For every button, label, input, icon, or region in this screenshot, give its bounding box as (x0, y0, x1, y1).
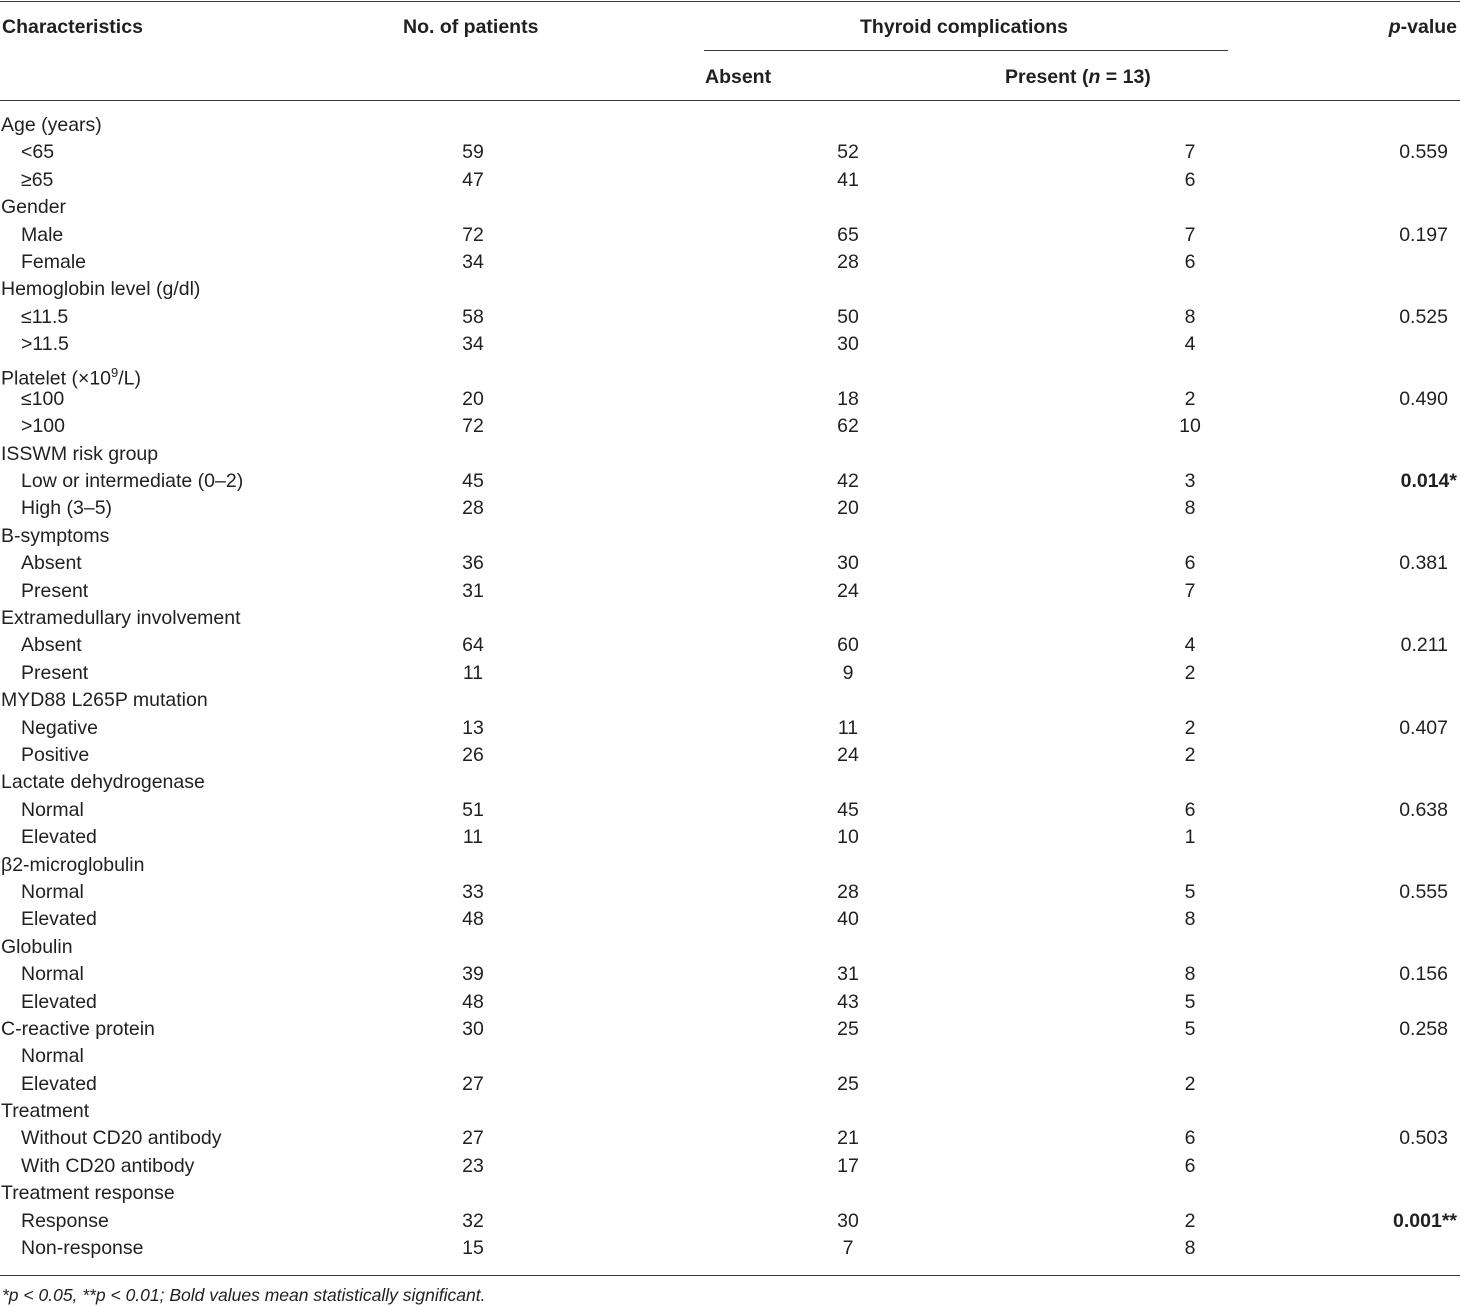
row-label: Normal (21, 963, 84, 986)
table-row (0, 468, 1460, 495)
row-label: Treatment response (1, 1182, 175, 1205)
present-cell: 8 (1184, 1237, 1196, 1260)
absent-cell: 45 (837, 798, 859, 821)
row-label: Negative (21, 716, 98, 739)
present-cell: 1 (1184, 826, 1196, 849)
row-label: Elevated (21, 908, 97, 931)
p-value-cell: 0.525 (1399, 305, 1448, 328)
table-row (0, 824, 1460, 851)
absent-cell: 24 (837, 743, 859, 766)
table-row (0, 1071, 1460, 1098)
p-value-cell: 0.490 (1399, 387, 1448, 410)
row-label: Platelet $(\times 10^9/L)$ (1, 364, 142, 390)
table-row (0, 359, 1460, 390)
present-cell: 4 (1184, 333, 1196, 356)
row-label: Normal (21, 1045, 84, 1068)
row-label: Elevated (21, 990, 97, 1013)
no-patients-cell: 15 (462, 1237, 484, 1260)
no-patients-cell: 27 (462, 1072, 484, 1095)
row-label: C-reactive protein (1, 1017, 155, 1040)
table-row (0, 441, 1460, 468)
row-label: <65 (21, 141, 55, 164)
header-characteristics: Characteristics (2, 16, 143, 38)
no-patients-cell: 11 (462, 826, 484, 849)
no-patients-cell: 33 (462, 880, 484, 903)
row-label: Absent (21, 552, 82, 575)
table-row (0, 1016, 1460, 1043)
table-top-rule (0, 1, 1460, 2)
table-row (0, 906, 1460, 933)
row-label: MYD88 L265P mutation (1, 689, 208, 712)
absent-cell: 50 (837, 305, 859, 328)
present-cell: 7 (1184, 579, 1196, 602)
p-value-cell: 0.555 (1399, 880, 1448, 903)
table-row (0, 605, 1460, 632)
no-patients-cell: 36 (462, 552, 484, 575)
row-label: ≤100 (21, 387, 65, 410)
table-row (0, 167, 1460, 194)
p-value-cell: 0.638 (1399, 798, 1448, 821)
present-cell: 8 (1184, 963, 1196, 986)
header-thyroid-complications: Thyroid complications (860, 16, 1069, 38)
table-row (0, 276, 1460, 303)
present-cell: 7 (1184, 223, 1196, 246)
table-row (0, 961, 1460, 988)
table-row (0, 1208, 1460, 1235)
present-cell: 6 (1184, 168, 1196, 191)
row-label: Normal (21, 880, 84, 903)
row-label: ISSWM risk group (1, 442, 159, 465)
row-label: Without CD20 antibody (21, 1127, 222, 1150)
present-cell: 2 (1184, 661, 1196, 684)
no-patients-cell: 39 (462, 963, 484, 986)
p-value-cell: 0.559 (1399, 141, 1448, 164)
row-label: Elevated (21, 1072, 97, 1095)
no-patients-cell: 58 (462, 305, 484, 328)
table-row (0, 989, 1460, 1016)
no-patients-cell: 48 (462, 990, 484, 1013)
header-present-prefix: Present ( (1005, 66, 1089, 88)
row-label: Normal (21, 798, 84, 821)
header-p-italic: p (1388, 16, 1401, 38)
table-row (0, 331, 1460, 358)
absent-cell: 30 (837, 333, 859, 356)
row-label: β2-microglobulin (1, 853, 145, 876)
header-p-rest: -value (1400, 16, 1457, 38)
absent-cell: 30 (837, 1209, 859, 1232)
no-patients-cell: 13 (462, 716, 484, 739)
row-label: Lactate dehydrogenase (1, 771, 205, 794)
p-value-cell: 0.197 (1399, 223, 1448, 246)
table-row (0, 1043, 1460, 1070)
absent-cell: 21 (837, 1127, 859, 1150)
header-p-value (1389, 15, 1457, 39)
row-label: Gender (1, 196, 67, 219)
row-label: Positive (21, 743, 90, 766)
absent-cell: 30 (837, 552, 859, 575)
p-value-cell: 0.156 (1399, 963, 1448, 986)
absent-cell: 62 (837, 415, 859, 438)
absent-cell: 9 (842, 661, 854, 684)
row-label: Treatment (1, 1100, 90, 1123)
present-cell: 2 (1184, 1209, 1196, 1232)
no-patients-cell: 51 (462, 798, 484, 821)
no-patients-cell: 64 (462, 634, 484, 657)
row-label: Low or intermediate (0–2) (21, 470, 244, 493)
row-label: Female (21, 250, 87, 273)
table-row (0, 715, 1460, 742)
table-row (0, 523, 1460, 550)
absent-cell: 42 (837, 470, 859, 493)
no-patients-cell: 30 (462, 1017, 484, 1040)
absent-cell: 43 (837, 990, 859, 1013)
table-row (0, 934, 1460, 961)
p-value-cell: 0.407 (1399, 716, 1448, 739)
table-row (0, 879, 1460, 906)
present-cell: 6 (1184, 552, 1196, 575)
row-label: Response (21, 1209, 109, 1232)
p-value-cell: 0.503 (1399, 1127, 1448, 1150)
row-label: High (3–5) (21, 497, 113, 520)
row-label: Hemoglobin level (g/dl) (1, 278, 201, 301)
absent-cell: 20 (837, 497, 859, 520)
absent-cell: 25 (837, 1072, 859, 1095)
absent-cell: 28 (837, 250, 859, 273)
header-present-n: n (1088, 66, 1101, 88)
present-cell: 5 (1184, 990, 1196, 1013)
p-value-cell: 0.001** (1393, 1209, 1457, 1232)
row-label: Absent (21, 634, 82, 657)
table-row (0, 1125, 1460, 1152)
header-absent: Absent (705, 66, 772, 88)
table-footnote: *p < 0.05, **p < 0.01; Bold values mean statistically significant. (2, 1285, 486, 1305)
present-cell: 6 (1184, 250, 1196, 273)
present-cell: 4 (1184, 634, 1196, 657)
table-row (0, 797, 1460, 824)
absent-cell: 60 (837, 634, 859, 657)
no-patients-cell: 45 (462, 470, 484, 493)
header-no-patients: No. of patients (403, 16, 539, 38)
table-bottom-rule (0, 1275, 1460, 1276)
present-cell: 2 (1184, 1072, 1196, 1095)
table-row (0, 687, 1460, 714)
row-label: Age (years) (1, 114, 102, 136)
present-cell: 2 (1184, 387, 1196, 410)
absent-cell: 10 (837, 826, 859, 849)
row-label: Globulin (1, 935, 73, 958)
table-row (0, 769, 1460, 796)
no-patients-cell: 11 (462, 661, 484, 684)
no-patients-cell: 34 (462, 333, 484, 356)
no-patients-cell: 34 (462, 250, 484, 273)
row-label: ≤11.5 (21, 305, 69, 328)
row-label: ≥65 (21, 168, 54, 191)
table-row (0, 304, 1460, 331)
present-cell: 6 (1184, 1154, 1196, 1177)
absent-cell: 24 (837, 579, 859, 602)
row-label: With CD20 antibody (21, 1154, 195, 1177)
table-row (0, 1098, 1460, 1125)
absent-cell: 31 (837, 963, 859, 986)
table-row (0, 550, 1460, 577)
table-row (0, 139, 1460, 166)
p-value-cell: 0.381 (1399, 552, 1448, 575)
table-row (0, 632, 1460, 659)
p-value-cell: 0.211 (1400, 634, 1448, 657)
present-cell: 2 (1184, 743, 1196, 766)
table-row (0, 222, 1460, 249)
no-patients-cell: 72 (462, 415, 484, 438)
table-row (0, 194, 1460, 221)
p-value-cell: 0.014* (1400, 470, 1457, 493)
no-patients-cell: 27 (462, 1127, 484, 1150)
present-cell: 3 (1184, 470, 1196, 493)
row-label: >11.5 (21, 333, 69, 356)
absent-cell: 65 (837, 223, 859, 246)
table-row (0, 495, 1460, 522)
table-row (0, 1235, 1460, 1262)
table-row (0, 1180, 1460, 1207)
table-row (0, 1153, 1460, 1180)
absent-cell: 18 (837, 387, 859, 410)
row-label: >100 (21, 415, 65, 438)
absent-cell: 40 (837, 908, 859, 931)
table-row (0, 578, 1460, 605)
absent-cell: 25 (837, 1017, 859, 1040)
row-label: Present (21, 661, 89, 684)
no-patients-cell: 28 (462, 497, 484, 520)
table-row (0, 742, 1460, 769)
present-cell: 6 (1184, 1127, 1196, 1150)
table-row (0, 660, 1460, 687)
present-cell: 2 (1184, 716, 1196, 739)
row-label: Present (21, 579, 89, 602)
no-patients-cell: 59 (462, 141, 484, 164)
absent-cell: 17 (837, 1154, 859, 1177)
no-patients-cell: 32 (462, 1209, 484, 1232)
present-cell: 7 (1184, 141, 1196, 164)
p-value-cell: 0.258 (1399, 1017, 1448, 1040)
row-label: Extramedullary involvement (1, 607, 241, 630)
table-body (0, 112, 1460, 1262)
present-cell: 6 (1184, 798, 1196, 821)
present-cell: 5 (1184, 880, 1196, 903)
absent-cell: 41 (837, 168, 859, 191)
header-present (1005, 65, 1151, 89)
present-cell: 8 (1184, 497, 1196, 520)
present-cell: 5 (1184, 1017, 1196, 1040)
absent-cell: 52 (837, 141, 859, 164)
present-cell: 10 (1179, 415, 1201, 438)
present-cell: 8 (1184, 908, 1196, 931)
absent-cell: 11 (837, 716, 859, 739)
present-cell: 8 (1184, 305, 1196, 328)
no-patients-cell: 23 (462, 1154, 484, 1177)
table-header-rule (0, 100, 1460, 101)
table-row (0, 413, 1460, 440)
no-patients-cell: 72 (462, 223, 484, 246)
absent-cell: 28 (837, 880, 859, 903)
row-label: Elevated (21, 826, 97, 849)
absent-cell: 7 (842, 1237, 854, 1260)
no-patients-cell: 26 (462, 743, 484, 766)
thyroid-group-rule (704, 50, 1228, 51)
table-row (0, 112, 1460, 139)
row-label: B-symptoms (1, 524, 110, 547)
header-present-suffix: = 13) (1100, 66, 1151, 88)
no-patients-cell: 48 (462, 908, 484, 931)
no-patients-cell: 31 (462, 579, 484, 602)
row-label: Non-response (21, 1237, 144, 1260)
table-row (0, 249, 1460, 276)
row-label: Male (21, 223, 64, 246)
table-row (0, 386, 1460, 413)
no-patients-cell: 47 (462, 168, 484, 191)
table-row (0, 852, 1460, 879)
no-patients-cell: 20 (462, 387, 484, 410)
